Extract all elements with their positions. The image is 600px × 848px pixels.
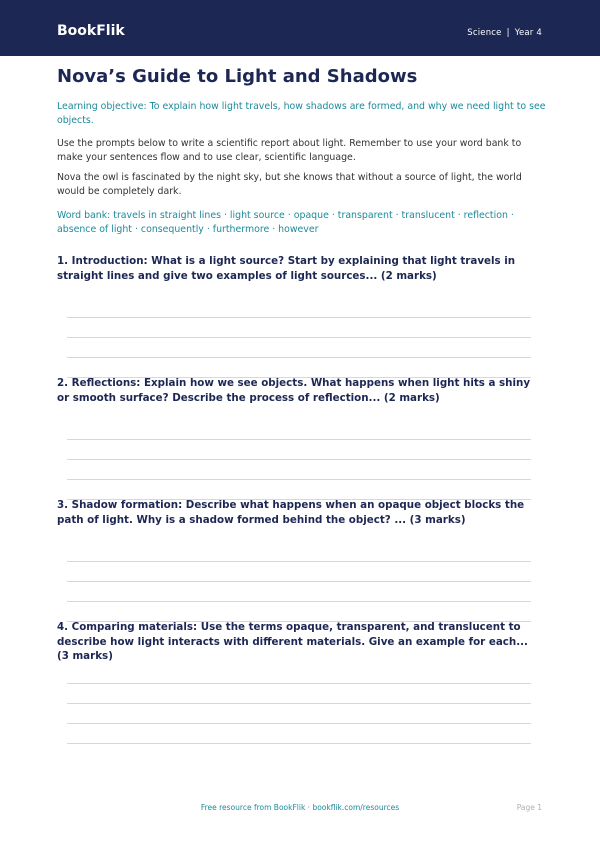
answer-line[interactable] xyxy=(67,683,531,684)
intro-text: Nova the owl is fascinated by the night sky, but she knows that without a source of light, the world would be completely dark. xyxy=(57,172,522,197)
word-bank: Word bank: travels in straight lines · light source · opaque · transparent · translucent · reflection · absence of light · consequently · furthermore · however xyxy=(57,210,514,235)
answer-line[interactable] xyxy=(67,743,531,744)
question-3: 3. Shadow formation: Describe what happens when an opaque object blocks the path of light. Why is a shadow formed behind the object? ... (3 marks) xyxy=(57,499,525,526)
answer-line[interactable] xyxy=(67,439,531,440)
answer-line[interactable] xyxy=(67,723,531,724)
answer-line[interactable] xyxy=(67,357,531,358)
subject-year-label: Science | Year 4 xyxy=(467,28,542,38)
subject-label: Science xyxy=(467,28,502,38)
question-1: 1. Introduction: What is a light source? Start by explaining that light travels in straight lines and give two examples of light sources... (2 marks) xyxy=(57,255,516,282)
answer-line[interactable] xyxy=(67,479,531,480)
answer-line[interactable] xyxy=(67,561,531,562)
instructions: Use the prompts below to write a scientific report about light. Remember to use your word bank to make your sentences flow and to use clear, scientific language. xyxy=(57,138,522,163)
brand-logo: BookFlik xyxy=(57,23,125,39)
year-label: Year 4 xyxy=(514,28,542,38)
footer-text: Free resource from BookFlik · bookflik.com/resources xyxy=(200,803,400,812)
question-4: 4. Comparing materials: Use the terms opaque, transparent, and translucent to describe how light interacts with different materials. Give an example for each... (3 marks) xyxy=(57,621,528,662)
page-number: Page 1 xyxy=(516,803,542,812)
answer-line[interactable] xyxy=(67,317,531,318)
question-2: 2. Reflections: Explain how we see objects. What happens when light hits a shiny or smooth surface? Describe the process of reflection... (2 marks) xyxy=(57,377,531,404)
answer-line[interactable] xyxy=(67,337,531,338)
page-header xyxy=(0,0,600,56)
answer-line[interactable] xyxy=(67,601,531,602)
page-title: Nova’s Guide to Light and Shadows xyxy=(57,66,418,87)
learning-objective: Learning objective: To explain how light travels, how shadows are formed, and why we need light to see objects. xyxy=(57,101,546,126)
answer-line[interactable] xyxy=(67,459,531,460)
answer-line[interactable] xyxy=(67,581,531,582)
answer-line[interactable] xyxy=(67,703,531,704)
